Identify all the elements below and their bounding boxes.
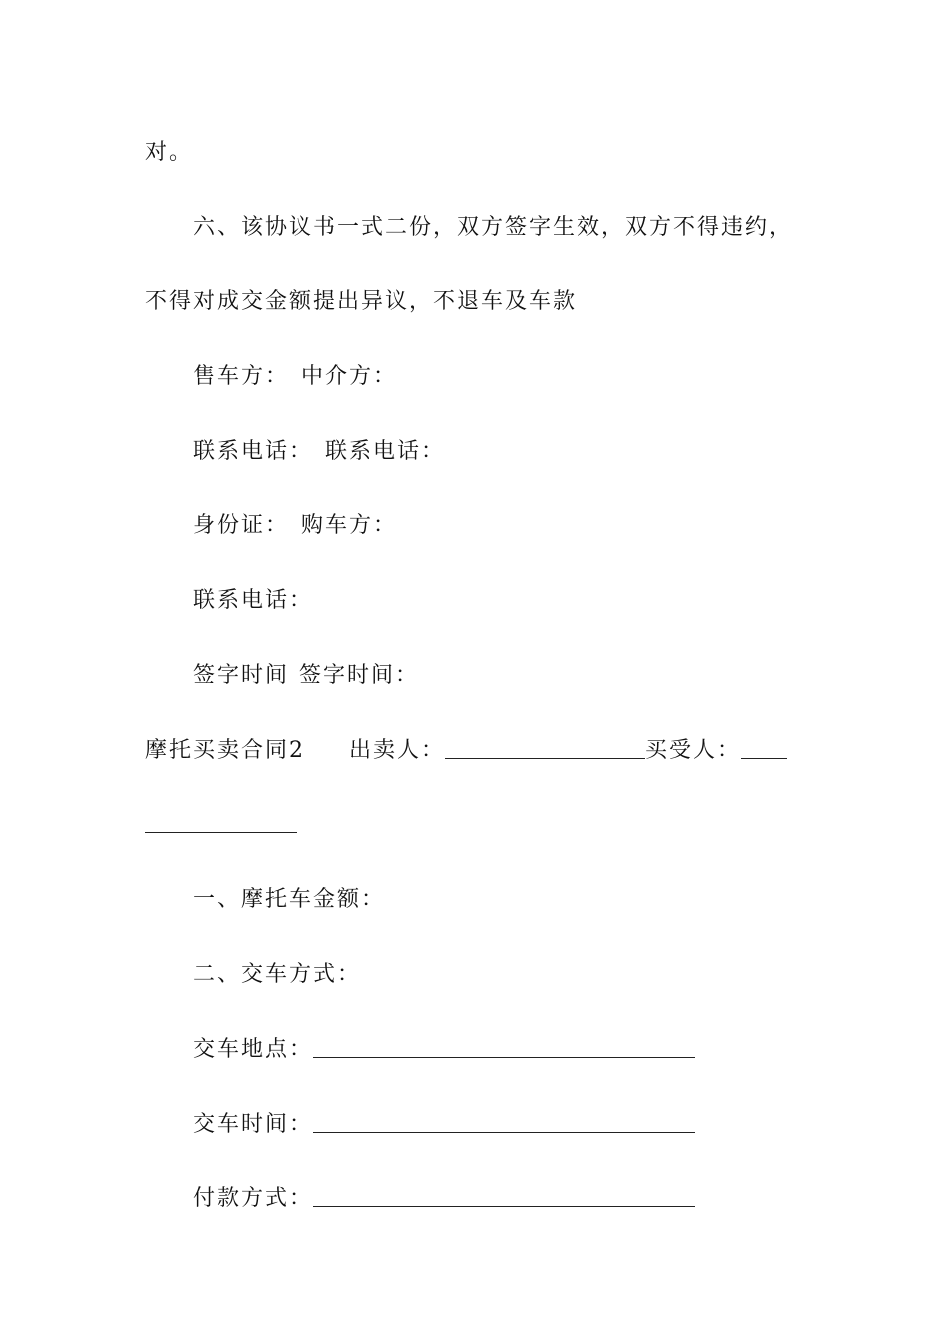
clause-six-line-1 (193, 213, 793, 243)
line-text: 二、交车方式： (193, 962, 362, 987)
intermediary-label: 中介方： (301, 364, 398, 389)
id-card-label: 身份证： (193, 513, 290, 538)
buyer-label: 买受人： (645, 738, 742, 763)
delivery-location-blank (313, 1037, 695, 1058)
delivery-time-blank (313, 1112, 695, 1133)
buyer-blank-continued (145, 812, 297, 833)
line-text: 一、摩托车金额： (193, 887, 386, 912)
buyer-blank-continuation (145, 810, 297, 840)
line-text: 六、该协议书一式二份，双方签字生效，双方不得违约， (193, 215, 794, 240)
seller-label: 售车方： (193, 364, 290, 389)
id-buyer-line (193, 511, 397, 541)
sign-time-label: 签字时间 (193, 663, 290, 688)
phone-label: 联系电话： (193, 439, 314, 464)
seller-intermediary-line (193, 362, 397, 392)
line-text: 不得对成交金额提出异议，不退车及车款 (145, 289, 578, 314)
delivery-time-label: 交车时间： (193, 1112, 314, 1137)
seller-label: 出卖人： (349, 738, 446, 763)
delivery-location-line (193, 1035, 695, 1065)
delivery-location-label: 交车地点： (193, 1037, 314, 1062)
payment-method-blank (313, 1186, 695, 1207)
text-line-continuation (145, 138, 193, 168)
buyer-blank (741, 738, 787, 759)
line-text: 对。 (145, 140, 194, 165)
clause-two-line (193, 960, 361, 990)
contract-title: 摩托买卖合同2 (145, 738, 305, 763)
contract-header-line (145, 736, 787, 766)
delivery-time-line (193, 1110, 695, 1140)
phone-line (193, 437, 445, 467)
phone-label-2: 联系电话： (325, 439, 446, 464)
payment-method-label: 付款方式： (193, 1186, 314, 1211)
clause-six-line-2 (145, 287, 577, 317)
sign-time-label-2: 签字时间： (299, 663, 420, 688)
buyer-label: 购车方： (301, 513, 398, 538)
payment-method-line (193, 1184, 695, 1214)
seller-blank (445, 738, 645, 759)
phone-line-2 (193, 586, 313, 616)
sign-time-line (193, 661, 419, 691)
phone-label: 联系电话： (193, 588, 314, 613)
clause-one-line (193, 885, 385, 915)
